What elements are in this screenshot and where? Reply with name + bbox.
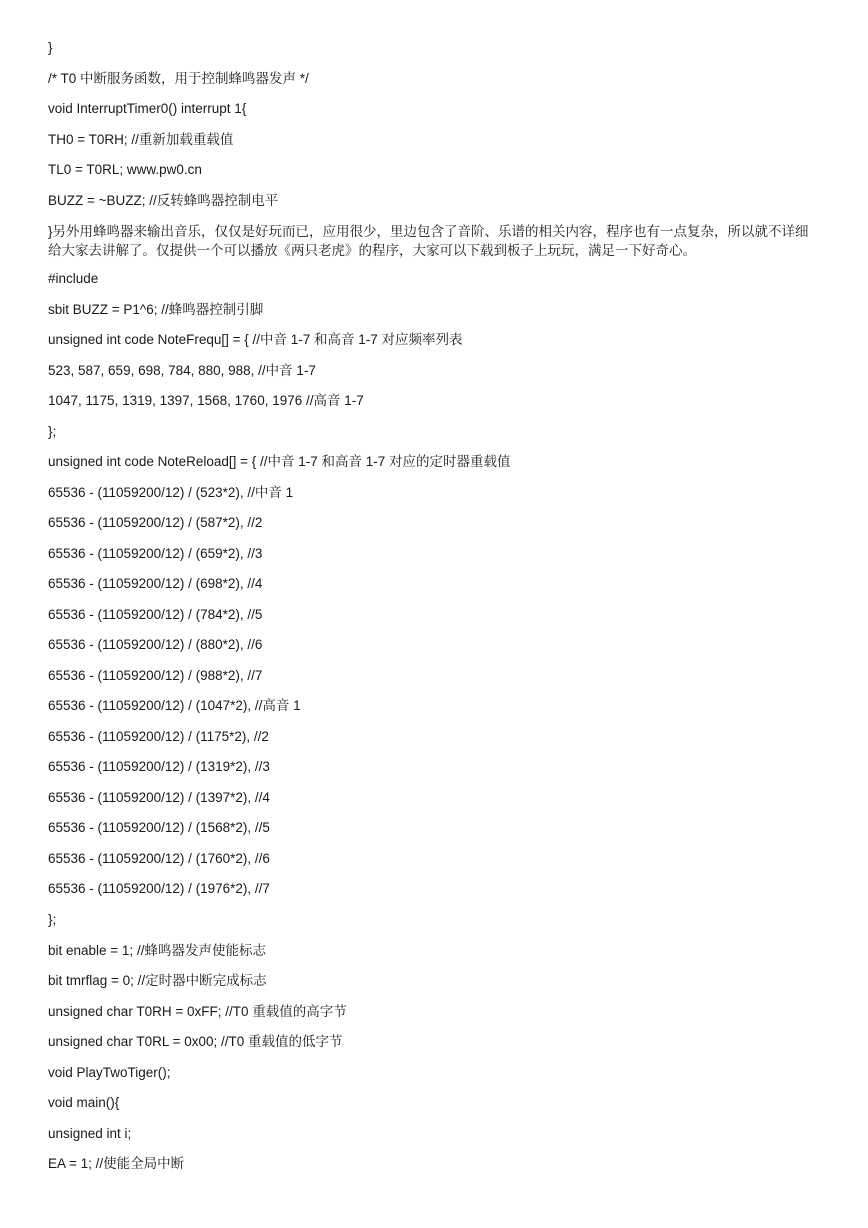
reload-line-3: 65536 - (11059200/12) / (659*2), //3: [48, 546, 263, 561]
code-line-tmrflag: bit tmrflag = 0; //定时器中断完成标志: [48, 973, 267, 988]
reload-line-9: 65536 - (11059200/12) / (1175*2), //2: [48, 729, 269, 744]
code-line-3: void InterruptTimer0() interrupt 1{: [48, 101, 247, 116]
code-line-notereload: unsigned int code NoteReload[] = { //中音 1-7 和高音 1-7 对应的定时器重载值: [48, 454, 511, 469]
reload-line-5: 65536 - (11059200/12) / (784*2), //5: [48, 607, 263, 622]
reload-line-1: 65536 - (11059200/12) / (523*2), //中音 1: [48, 485, 294, 500]
code-line-5: TL0 = T0RL; www.pw0.cn: [48, 162, 202, 177]
code-line-close-1: };: [48, 424, 57, 439]
reload-line-2: 65536 - (11059200/12) / (587*2), //2: [48, 515, 263, 530]
reload-line-13: 65536 - (11059200/12) / (1760*2), //6: [48, 851, 270, 866]
reload-line-4: 65536 - (11059200/12) / (698*2), //4: [48, 576, 263, 591]
code-line-sbit: sbit BUZZ = P1^6; //蜂鸣器控制引脚: [48, 302, 264, 317]
reload-line-12: 65536 - (11059200/12) / (1568*2), //5: [48, 820, 270, 835]
code-line-4: TH0 = T0RH; //重新加载重载值: [48, 132, 234, 147]
code-line-close-2: };: [48, 912, 57, 927]
code-line-playtwotiger: void PlayTwoTiger();: [48, 1065, 171, 1080]
code-line-notefrequ: unsigned int code NoteFrequ[] = { //中音 1-7 和高音 1-7 对应频率列表: [48, 332, 463, 347]
description-paragraph: }另外用蜂鸣器来输出音乐，仅仅是好玩而已，应用很少，里边包含了音阶、乐谱的相关内容，程序也有一点复杂，所以就不详细给大家去讲解了。仅提供一个可以播放《两只老虎》的程序，大家可以下载到板子上玩玩，满足一下好奇心。: [48, 224, 809, 258]
code-line-1: }: [48, 40, 53, 55]
reload-line-6: 65536 - (11059200/12) / (880*2), //6: [48, 637, 263, 652]
code-line-6: BUZZ = ~BUZZ; //反转蜂鸣器控制电平: [48, 193, 279, 208]
code-line-t0rh: unsigned char T0RH = 0xFF; //T0 重载值的高字节: [48, 1004, 347, 1019]
reload-line-8: 65536 - (11059200/12) / (1047*2), //高音 1: [48, 698, 301, 713]
reload-line-11: 65536 - (11059200/12) / (1397*2), //4: [48, 790, 270, 805]
reload-line-10: 65536 - (11059200/12) / (1319*2), //3: [48, 759, 270, 774]
reload-line-7: 65536 - (11059200/12) / (988*2), //7: [48, 668, 263, 683]
code-line-ea: EA = 1; //使能全局中断: [48, 1156, 185, 1171]
code-line-freq-mid: 523, 587, 659, 698, 784, 880, 988, //中音 1-7: [48, 363, 316, 378]
code-line-include: #include: [48, 271, 99, 286]
code-line-2: /* T0 中断服务函数，用于控制蜂鸣器发声 */: [48, 71, 309, 86]
code-line-unsigned-i: unsigned int i;: [48, 1126, 132, 1141]
code-line-freq-high: 1047, 1175, 1319, 1397, 1568, 1760, 1976 //高音 1-7: [48, 393, 364, 408]
reload-line-14: 65536 - (11059200/12) / (1976*2), //7: [48, 881, 270, 896]
code-line-main: void main(){: [48, 1095, 120, 1110]
code-line-enable: bit enable = 1; //蜂鸣器发声使能标志: [48, 943, 266, 958]
code-line-t0rl: unsigned char T0RL = 0x00; //T0 重载值的低字节: [48, 1034, 343, 1049]
